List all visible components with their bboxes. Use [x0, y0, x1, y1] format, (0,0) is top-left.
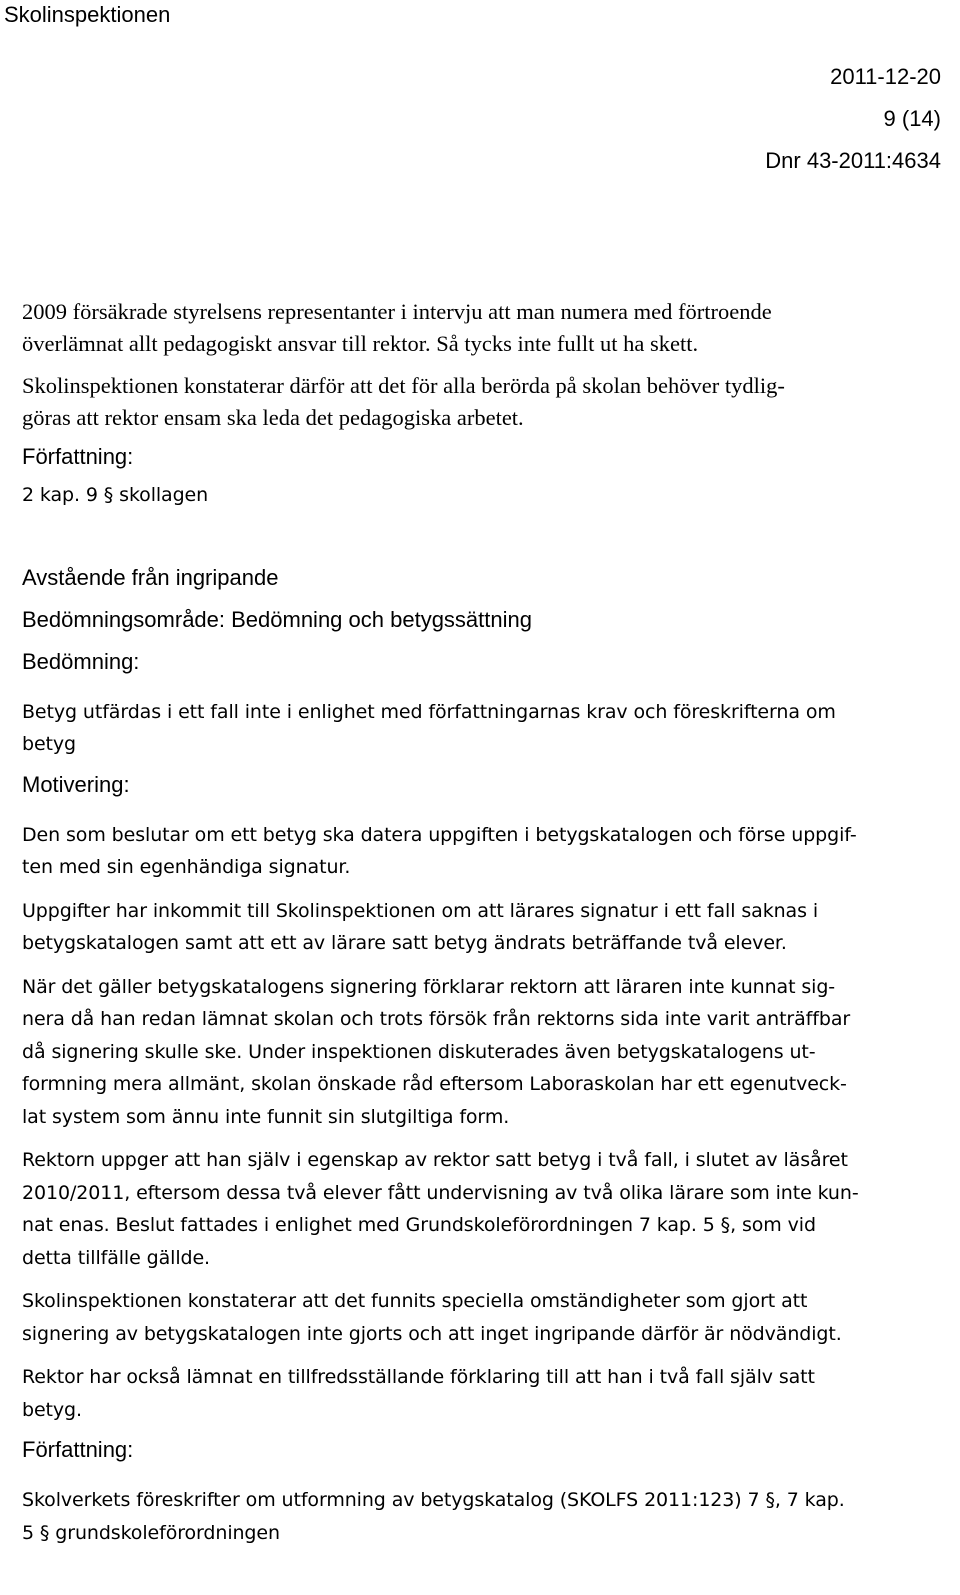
text-line: Rektorn uppger att han själv i egenskap av rektor satt betyg i två fall, i slutet av läsåret [22, 1149, 848, 1171]
motivation-heading: Motivering: [22, 771, 130, 797]
text-line: Den som beslutar om ett betyg ska datera uppgiften i betygskatalogen och förse uppgif- [22, 823, 857, 846]
motivation-paragraph [22, 1361, 948, 1426]
assessment-area: Bedömningsområde: Bedömning och betygssättning [22, 606, 532, 632]
motivation-paragraph [22, 1144, 948, 1274]
text-line: detta tillfälle gällde. [22, 1246, 210, 1269]
text-line: Betyg utfärdas i ett fall inte i enlighet med författningarnas krav och föreskrifterna om [22, 700, 836, 723]
page-number: 9 (14) [883, 106, 941, 131]
case-number: Dnr 43-2011:4634 [765, 148, 941, 173]
text-line: När det gäller betygskatalogens signering förklarar rektorn att läraren inte kunnat sig- [22, 975, 836, 998]
statute-reference [22, 1484, 948, 1549]
document-body [22, 296, 948, 1549]
motivation-paragraph [22, 819, 948, 884]
section-title: Avstående från ingripande [22, 564, 279, 590]
text-line: lat system som ännu inte funnit sin slutgiltiga form. [22, 1105, 510, 1128]
motivation-paragraph [22, 971, 948, 1134]
conclusion-paragraph [22, 370, 948, 434]
text-line: 2010/2011, eftersom dessa två elever fått undervisning av två olika lärare som inte kun- [22, 1181, 859, 1204]
assessment-heading: Bedömning: [22, 648, 140, 674]
statute-heading: Författning: [22, 1437, 134, 1462]
text-line: göras att rektor ensam ska leda det pedagogiska arbetet. [22, 405, 524, 430]
text-line: 5 § grundskoleförordningen [22, 1521, 280, 1544]
document-date: 2011-12-20 [830, 64, 941, 89]
motivation-paragraph [22, 1285, 948, 1350]
text-line: Skolinspektionen konstaterar därför att det för alla berörda på skolan behöver tydlig- [22, 373, 785, 398]
text-line: Skolverkets föreskrifter om utformning av betygskatalog (SKOLFS 2011:123) 7 §, 7 kap. [22, 1489, 845, 1511]
text-line: Skolinspektionen konstaterar att det funnits speciella omständigheter som gjort att [22, 1290, 808, 1312]
text-line: ten med sin egenhändiga signatur. [22, 856, 351, 878]
organization-name: Skolinspektionen [4, 2, 171, 27]
statute-reference: 2 kap. 9 § skollagen [22, 484, 209, 506]
assessment-paragraph [22, 696, 948, 761]
text-line: 2009 försäkrade styrelsens representanter i intervju att man numera med förtroende [22, 299, 772, 324]
text-line: formning mera allmänt, skolan önskade råd eftersom Laboraskolan har ett egenutveck- [22, 1073, 847, 1095]
intro-paragraph [22, 296, 948, 360]
text-line: betyg. [22, 1398, 82, 1421]
text-line: nera då han redan lämnat skolan och trots försök från rektorns sida inte varit anträffbar [22, 1008, 851, 1030]
text-line: Rektor har också lämnat en tillfredsställande förklaring till att han i två fall själv satt [22, 1366, 815, 1388]
text-line: då signering skulle ske. Under inspektionen diskuterades även betygskatalogens ut- [22, 1040, 816, 1063]
text-line: signering av betygskatalogen inte gjorts och att inget ingripande därför är nödvändigt. [22, 1322, 842, 1345]
text-line: betygskatalogen samt att ett av lärare satt betyg ändrats beträffande två elever. [22, 932, 787, 954]
statute-heading: Författning: [22, 444, 134, 469]
text-line: överlämnat allt pedagogiskt ansvar till rektor. Så tycks inte fullt ut ha skett. [22, 331, 699, 356]
text-line: betyg [22, 733, 77, 755]
text-line: Uppgifter har inkommit till Skolinspektionen om att lärares signatur i ett fall saknas i [22, 899, 819, 922]
text-line: nat enas. Beslut fattades i enlighet med Grundskoleförordningen 7 kap. 5 §, som vid [22, 1214, 816, 1236]
motivation-paragraph [22, 895, 948, 960]
